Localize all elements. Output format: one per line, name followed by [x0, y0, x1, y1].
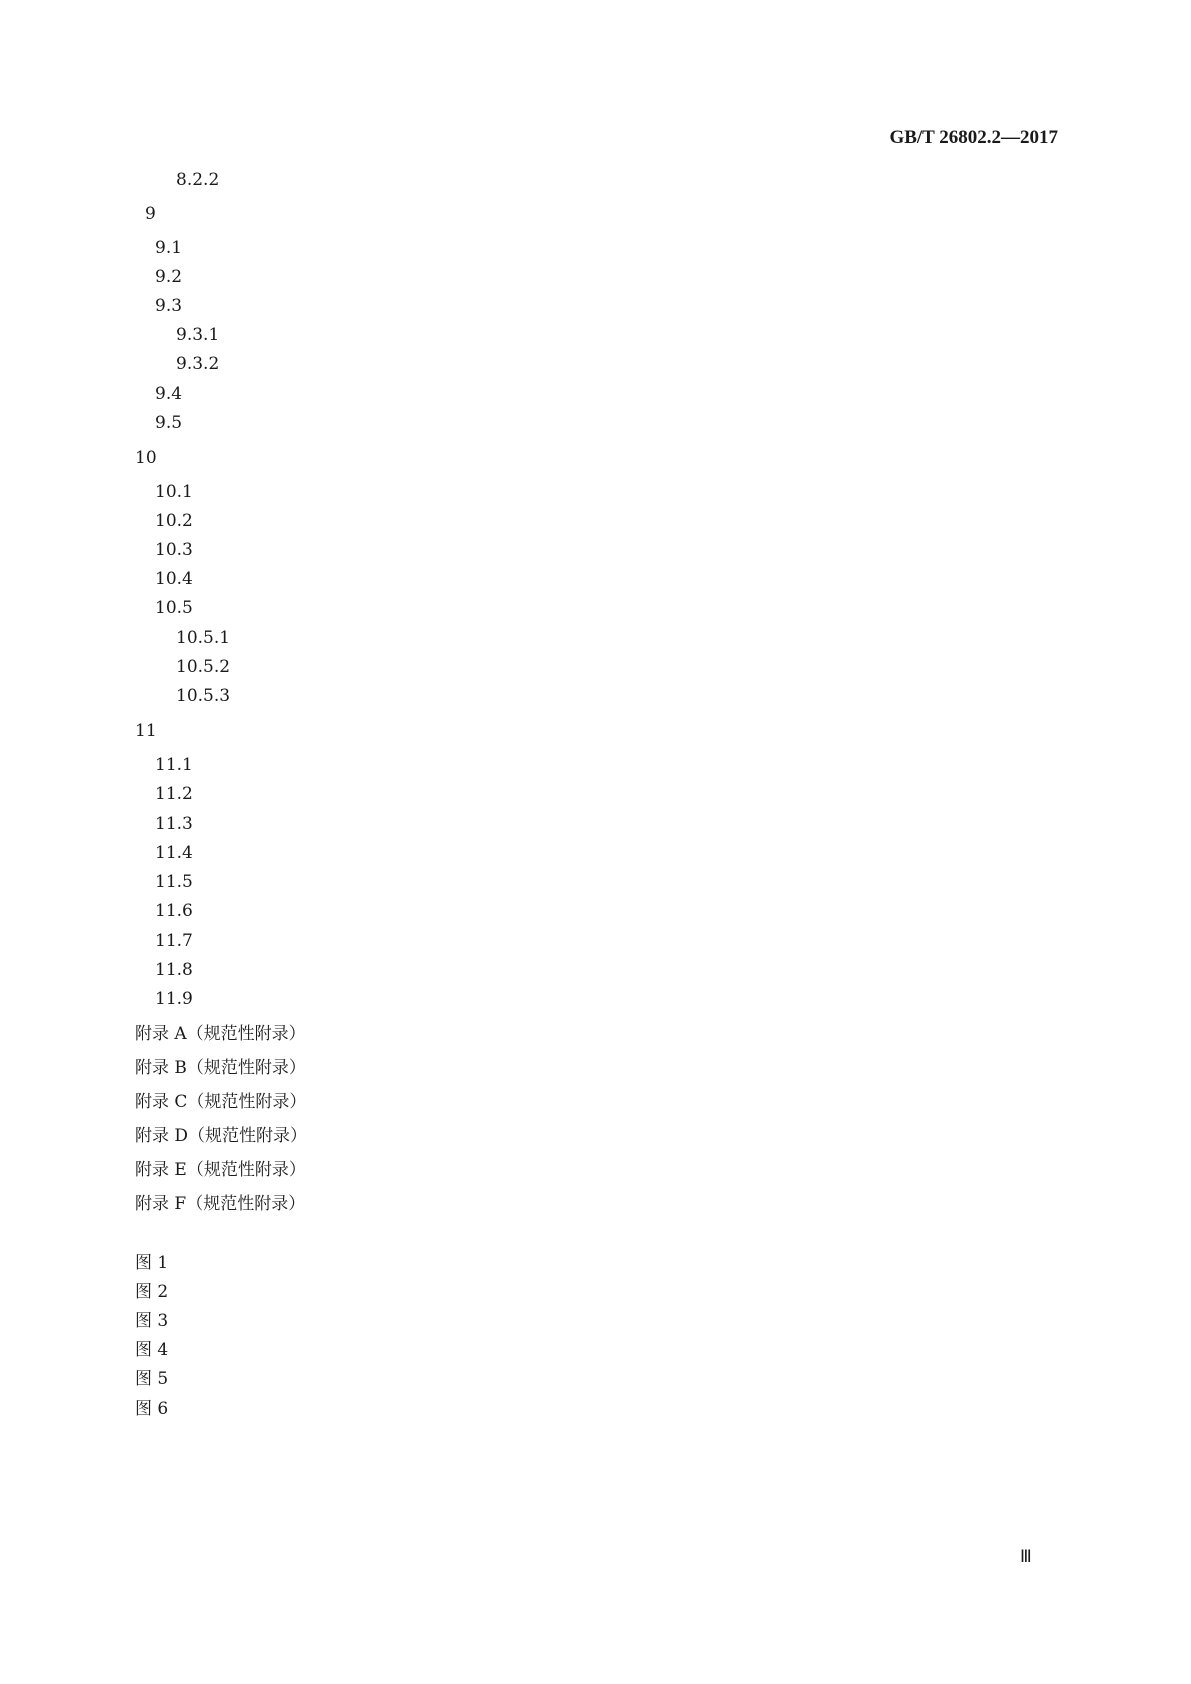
toc-entry-number: 10.5.3 — [176, 686, 231, 706]
toc-entry-number: 附录 D（规范性附录） — [135, 1126, 308, 1146]
toc-entry-number: 10.5.1 — [176, 628, 231, 648]
toc-entry-number: 附录 A（规范性附录） — [135, 1024, 306, 1044]
toc-entry-number: 9.3.2 — [176, 354, 220, 374]
toc-entry-number: 11.7 — [155, 931, 193, 951]
toc-entry-number: 9 — [145, 204, 156, 224]
toc-entry-number: 8.2.2 — [176, 170, 220, 190]
toc-entry-number: 10 — [135, 448, 157, 468]
toc-entry-number: 图 2 — [135, 1282, 169, 1302]
toc-entry-number: 10.3 — [155, 540, 193, 560]
toc-entry-number: 11.3 — [155, 814, 193, 834]
toc-entry-number: 11 — [135, 721, 157, 741]
toc-entry-number: 9.3.1 — [176, 325, 220, 345]
toc-entry-number: 图 5 — [135, 1369, 169, 1389]
toc-entry-number: 附录 E（规范性附录） — [135, 1160, 306, 1180]
toc-entry-number: 11.1 — [155, 755, 193, 775]
toc-entry-number: 图 6 — [135, 1399, 169, 1419]
toc-entry-number: 11.9 — [155, 989, 193, 1009]
toc-entry-number: 9.3 — [155, 296, 183, 316]
toc-entry-number: 10.1 — [155, 482, 193, 502]
toc-entry-number: 9.5 — [155, 413, 183, 433]
toc-entry-number: 11.4 — [155, 843, 193, 863]
toc-entry-number: 附录 B（规范性附录） — [135, 1058, 306, 1078]
toc-entry-number: 图 3 — [135, 1311, 169, 1331]
toc-entry-number: 9.4 — [155, 384, 183, 404]
toc-entry-number: 11.5 — [155, 872, 193, 892]
toc-entry-number: 11.8 — [155, 960, 193, 980]
toc-entry-number: 图 1 — [135, 1253, 169, 1273]
toc-entry-number: 9.1 — [155, 238, 183, 258]
toc-entry-number: 10.5 — [155, 598, 193, 618]
toc-entry-number: 10.4 — [155, 569, 193, 589]
toc-entry-number: 图 4 — [135, 1340, 169, 1360]
toc-entry-number: 11.6 — [155, 901, 193, 921]
toc-entry-number: 附录 C（规范性附录） — [135, 1092, 307, 1112]
toc-entry-number: 10.5.2 — [176, 657, 231, 677]
toc-entry-number: 11.2 — [155, 784, 193, 804]
toc-entry-number: 附录 F（规范性附录） — [135, 1194, 306, 1214]
standard-code: GB/T 26802.2—2017 — [889, 127, 1058, 148]
toc-entry-number: 9.2 — [155, 267, 183, 287]
toc-entry-number: 10.2 — [155, 511, 193, 531]
page-number: Ⅲ — [1020, 1547, 1032, 1566]
